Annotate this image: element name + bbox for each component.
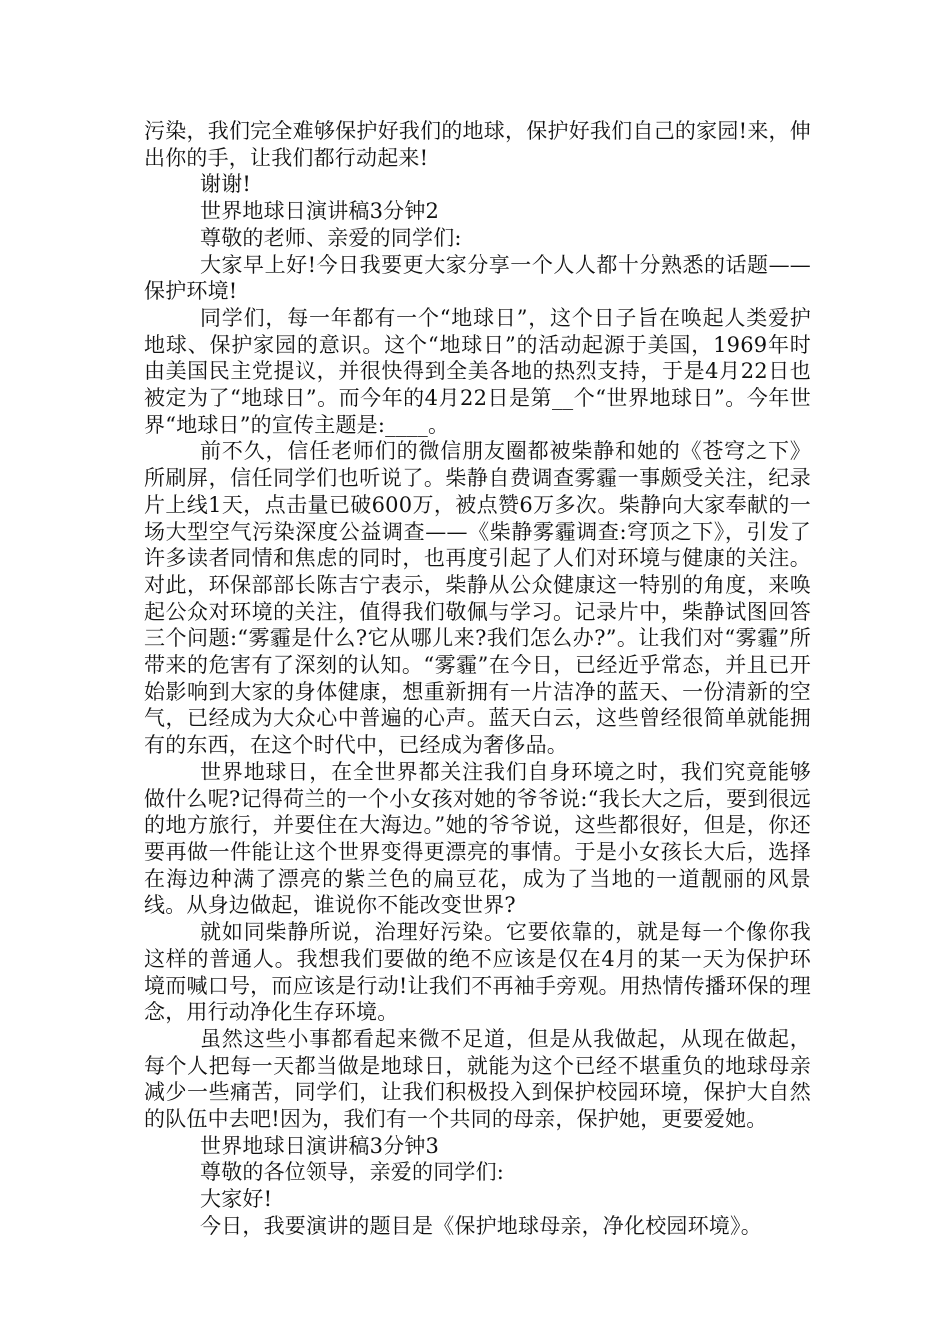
section-title: 世界地球日演讲稿3分钟3	[200, 1133, 440, 1158]
paragraph: 虽然这些小事都看起来微不足道，但是从我做起，从现在做起，每个人把每一天都当做是地球日，就能为这个已经不堪重负的地球母亲减少一些痛苦，同学们，让我们积极投入到保护校园环境，保护大自然的队伍中去吧!因为，我们有一个共同的母亲，保护她，更要爱她。	[144, 1026, 811, 1132]
paragraph: 同学们，每一年都有一个“地球日”，这个日子旨在唤起人类爱护地球、保护家园的意识。这个“地球日”的活动起源于美国，1969年时由美国民主党提议，并很快得到全美各地的热烈支持，于是4月22日也被定为了“地球日”。而今年的4月22日是第__个“世界地球日”。今年世界“地球日”的宣传主题是:____。	[144, 305, 811, 437]
salutation: 尊敬的各位领导，亲爱的同学们:	[200, 1160, 505, 1185]
greeting: 大家好!	[200, 1187, 273, 1212]
paragraph: 谢谢!	[200, 172, 252, 197]
paragraph: 就如同柴静所说，治理好污染。它要依靠的，就是每一个像你我这样的普通人。我想我们要做的绝不应该是仅在4月的某一天为保护环境而喊口号，而应该是行动!让我们不再袖手旁观。用热情传播环保的理念，用行动净化生存环境。	[144, 920, 811, 1025]
paragraph: 世界地球日，在全世界都关注我们自身环境之时，我们究竟能够做什么呢?记得荷兰的一个小女孩对她的爷爷说:“我长大之后，要到很远的地方旅行，并要住在大海边。”她的爷爷说，这些都很好，但是，你还要再做一件能让这个世界变得更漂亮的事情。于是小女孩长大后，选择在海边种满了漂亮的紫兰色的扁豆花，成为了当地的一道靓丽的风景线。从身边做起，谁说你不能改变世界?	[144, 759, 811, 918]
paragraph: 前不久，信任老师们的微信朋友圈都被柴静和她的《苍穹之下》所刷屏，信任同学们也听说了。柴静自费调查雾霾一事颇受关注，纪录片上线1天，点击量已破600万，被点赞6万多次。柴静向大家奉献的一场大型空气污染深度公益调查——《柴静雾霾调查:穹顶之下》，引发了许多读者同情和焦虑的同时，也再度引起了人们对环境与健康的关注。对此，环保部部长陈吉宁表示，柴静从公众健康这一特别的角度，来唤起公众对环境的关注，值得我们敬佩与学习。记录片中，柴静试图回答三个问题:“雾霾是什么?它从哪儿来?我们怎么办?”。让我们对“雾霾”所带来的危害有了深刻的认知。“雾霾”在今日，已经近乎常态，并且已开始影响到大家的身体健康，想重新拥有一片洁净的蓝天、一份清新的空气，已经成为大众心中普遍的心声。蓝天白云，这些曾经很简单就能拥有的东西，在这个时代中，已经成为奢侈品。	[144, 439, 811, 758]
document-body	[144, 118, 811, 1240]
section-title: 世界地球日演讲稿3分钟2	[200, 199, 440, 224]
paragraph: 污染，我们完全难够保护好我们的地球，保护好我们自己的家园!来，伸出你的手，让我们都行动起来!	[144, 119, 811, 170]
paragraph: 大家早上好!今日我要更大家分享一个人人都十分熟悉的话题——保护环境!	[144, 252, 811, 304]
paragraph: 今日，我要演讲的题目是《保护地球母亲，净化校园环境》。	[200, 1213, 762, 1238]
salutation: 尊敬的老师、亲爱的同学们:	[200, 225, 462, 250]
